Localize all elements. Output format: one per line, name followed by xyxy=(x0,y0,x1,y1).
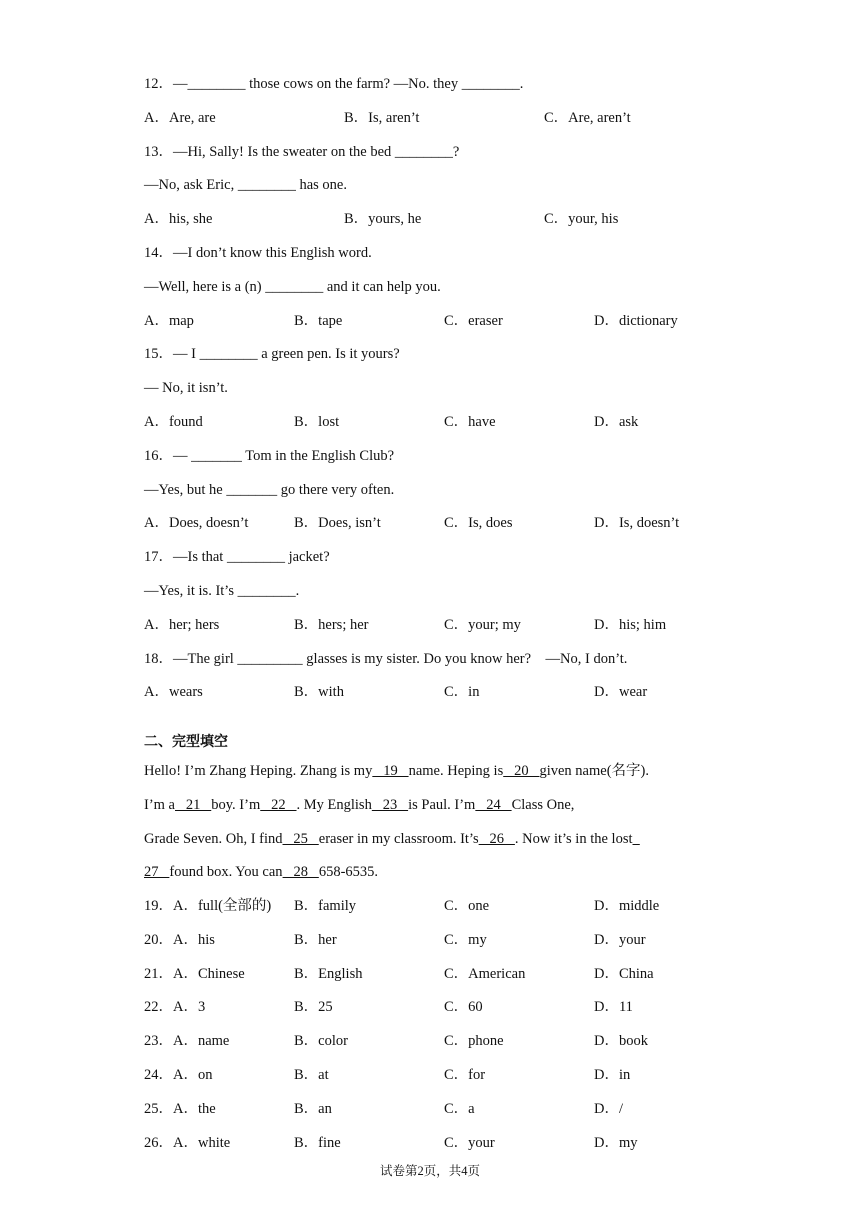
passage-text: I’m a xyxy=(144,796,175,813)
answer-option: C．Are, aren’t xyxy=(544,109,631,126)
passage-line xyxy=(144,829,640,849)
question-stem: 15．— I ________ a green pen. Is it yours? xyxy=(144,346,400,363)
cloze-option: D．book xyxy=(594,1033,648,1050)
cloze-option: C．your xyxy=(444,1134,495,1151)
question-line: —Well, here is a (n) ________ and it can help you. xyxy=(144,278,441,295)
answer-option: B．Does, isn’t xyxy=(294,515,381,532)
question-stem: 14．—I don’t know this English word. xyxy=(144,245,372,261)
answer-option: C．Is, does xyxy=(444,515,513,532)
answer-option: D．Is, doesn’t xyxy=(594,515,680,532)
passage-text: Class One, xyxy=(511,796,575,813)
answer-option: A．Does, doesn’t xyxy=(144,515,249,532)
answer-option: B．tape xyxy=(294,312,343,329)
cloze-option: C．for xyxy=(444,1067,486,1083)
passage-line xyxy=(144,795,574,815)
cloze-option: D．your xyxy=(594,931,646,948)
cloze-option: 23．A．name xyxy=(144,1033,230,1050)
answer-option: C．your; my xyxy=(444,616,521,633)
cloze-option: B．25 xyxy=(294,999,333,1016)
passage-line xyxy=(144,761,649,781)
blank-number: 27 xyxy=(144,864,170,881)
passage-text: name. Heping is xyxy=(408,763,504,779)
question-line: — No, it isn’t. xyxy=(144,380,228,397)
cloze-option: B．family xyxy=(294,898,357,914)
blank-number: 25 xyxy=(282,830,319,847)
question-stem: 18．—The girl _________ glasses is my sister. Do you know her? —No, I don’t. xyxy=(144,650,628,667)
cloze-option: D．11 xyxy=(594,999,633,1016)
answer-option: A．his, she xyxy=(144,211,213,228)
passage-text: is Paul. I’m xyxy=(408,796,476,813)
answer-option: B．yours, he xyxy=(344,211,422,228)
question-stem: 13．—Hi, Sally! Is the sweater on the bed ________? xyxy=(144,143,460,160)
cloze-option: 26．A．white xyxy=(144,1134,231,1151)
passage-line xyxy=(144,862,378,882)
blank-number: 28 xyxy=(282,864,319,881)
answer-option: A．wears xyxy=(144,684,203,701)
answer-option: C．eraser xyxy=(444,312,503,329)
cloze-option: 25．A．the xyxy=(144,1100,216,1117)
cloze-option: 24．A．on xyxy=(144,1067,213,1083)
blank-number: 24 xyxy=(475,796,512,813)
passage-text: Hello! I’m Zhang Heping. Zhang is my xyxy=(144,763,373,779)
cloze-option: B．at xyxy=(294,1067,329,1083)
passage-text: found box. You can xyxy=(169,864,283,881)
answer-option: A．Are, are xyxy=(144,109,216,126)
passage-text: boy. I’m xyxy=(211,796,261,813)
blank-number xyxy=(633,831,640,847)
cloze-option: C．American xyxy=(444,965,526,982)
cloze-option: D．/ xyxy=(594,1100,623,1117)
blank-number: 21 xyxy=(175,796,212,813)
cloze-option: C．60 xyxy=(444,999,483,1016)
answer-option: C．have xyxy=(444,414,496,430)
question-stem: 12．—________ those cows on the farm? —No. they ________. xyxy=(144,76,524,92)
question-line: —Yes, it is. It’s ________. xyxy=(144,583,300,599)
cloze-option: 21．A．Chinese xyxy=(144,965,245,982)
cloze-option: B．fine xyxy=(294,1134,341,1151)
cloze-option: B．an xyxy=(294,1100,332,1117)
answer-option: D．wear xyxy=(594,684,648,701)
answer-option: D．dictionary xyxy=(594,312,678,329)
passage-text: Grade Seven. Oh, I find xyxy=(144,830,283,847)
answer-option: D．ask xyxy=(594,414,639,430)
cloze-option: 19．A．full(全部的) xyxy=(144,898,272,914)
passage-text: . My English xyxy=(296,796,372,813)
cloze-option: D．middle xyxy=(594,898,660,914)
question-stem: 16．— _______ Tom in the English Club? xyxy=(144,447,395,464)
cloze-option: B．her xyxy=(294,931,337,948)
cloze-option: B．English xyxy=(294,965,363,982)
blank-number: 19 xyxy=(372,763,409,779)
blank-number: 23 xyxy=(371,796,409,813)
answer-option: B．with xyxy=(294,684,344,701)
blank-number: 26 xyxy=(478,830,515,847)
question-stem: 17．—Is that ________ jacket? xyxy=(144,549,330,566)
page-footer: 试卷第2页，共4页 xyxy=(379,1164,480,1178)
answer-option: C．in xyxy=(444,684,480,701)
cloze-option: B．color xyxy=(294,1033,348,1050)
answer-option: B．lost xyxy=(294,414,340,430)
answer-option: A．her; hers xyxy=(144,616,220,633)
passage-text: 658-6535. xyxy=(318,864,379,881)
answer-option: A．map xyxy=(144,312,194,329)
answer-option: C．your, his xyxy=(544,211,619,228)
cloze-option: C．one xyxy=(444,898,490,914)
cloze-option: D．China xyxy=(594,965,654,982)
answer-option: B．Is, aren’t xyxy=(344,109,420,126)
question-line: —Yes, but he _______ go there very often. xyxy=(144,481,395,498)
passage-text: given name(名字). xyxy=(539,763,649,779)
cloze-option: C．phone xyxy=(444,1033,504,1050)
cloze-option: 22．A．3 xyxy=(144,999,206,1016)
answer-option: A．found xyxy=(144,414,203,430)
cloze-option: C．my xyxy=(444,931,487,948)
section-heading: 二、完型填空 xyxy=(144,734,228,750)
cloze-option: C．a xyxy=(444,1100,475,1117)
answer-option: D．his; him xyxy=(594,616,667,633)
cloze-option: D．in xyxy=(594,1067,631,1083)
question-line: —No, ask Eric, ________ has one. xyxy=(144,177,347,194)
cloze-option: D．my xyxy=(594,1134,638,1151)
blank-number: 20 xyxy=(503,763,540,779)
answer-option: B．hers; her xyxy=(294,616,369,633)
passage-text: . Now it’s in the lost xyxy=(514,830,633,847)
passage-text: eraser in my classroom. It’s xyxy=(318,830,479,847)
cloze-option: 20．A．his xyxy=(144,931,215,948)
blank-number: 22 xyxy=(260,796,297,813)
